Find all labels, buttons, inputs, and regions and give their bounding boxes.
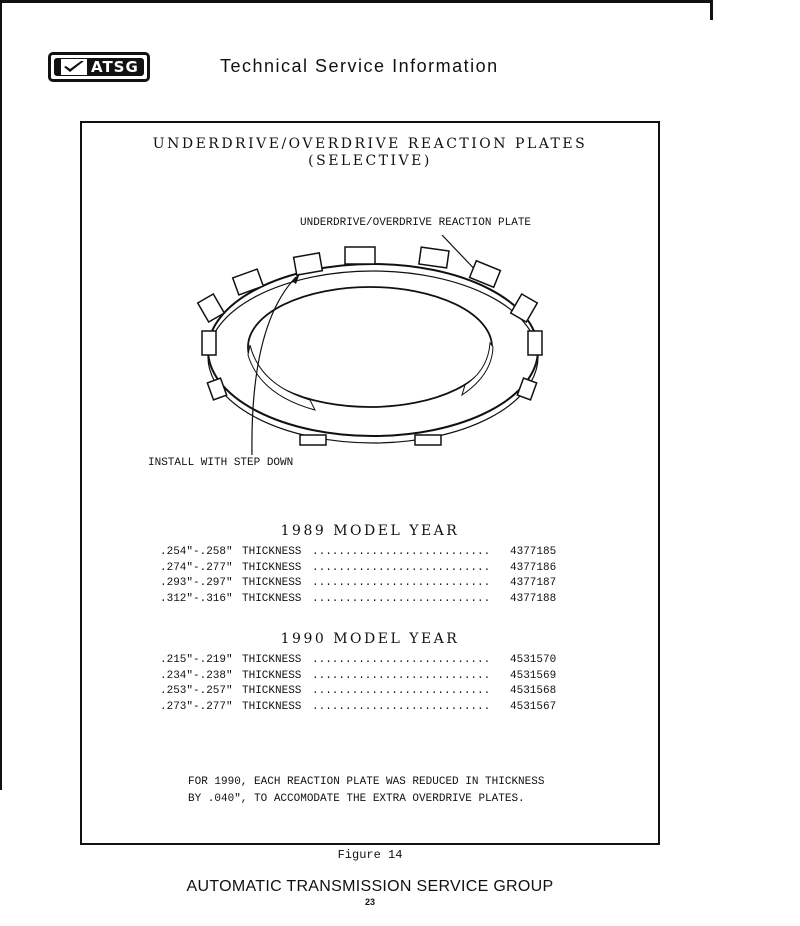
- figure-box: [80, 121, 660, 845]
- left-border-line: [0, 0, 2, 790]
- dot-leader: ...........................: [312, 593, 491, 605]
- table-row: [160, 685, 570, 697]
- page-number: 23: [364, 897, 375, 907]
- callout-install-step-down: INSTALL WITH STEP DOWN: [148, 457, 294, 469]
- table-row: [160, 562, 570, 574]
- top-right-border-tick: [710, 0, 713, 20]
- thickness-label: THICKNESS: [242, 670, 302, 682]
- thickness-range: .254"-.258": [160, 546, 233, 558]
- thickness-label: THICKNESS: [242, 685, 302, 697]
- thickness-range: .274"-.277": [160, 562, 233, 574]
- part-number: 4377186: [510, 562, 557, 574]
- model-year-1990-heading: 1990 MODEL YEAR: [280, 631, 460, 647]
- table-row: [160, 577, 570, 589]
- thickness-range: .273"-.277": [160, 701, 233, 713]
- table-row: [160, 701, 570, 713]
- reaction-plate-illustration: [110, 235, 550, 460]
- thickness-label: THICKNESS: [242, 701, 302, 713]
- thickness-label: THICKNESS: [242, 562, 302, 574]
- part-number: 4531569: [510, 670, 557, 682]
- part-number: 4531570: [510, 654, 557, 666]
- thickness-label: THICKNESS: [242, 593, 302, 605]
- table-row: [160, 670, 570, 682]
- dot-leader: ...........................: [312, 562, 491, 574]
- figure-caption: Figure 14: [337, 848, 403, 862]
- logo-text: ATSG: [91, 58, 139, 76]
- plate-tab: [528, 331, 542, 355]
- part-number: 4377188: [510, 593, 557, 605]
- thickness-range: .253"-.257": [160, 685, 233, 697]
- thickness-label: THICKNESS: [242, 654, 302, 666]
- part-number: 4377187: [510, 577, 557, 589]
- thickness-range: .215"-.219": [160, 654, 233, 666]
- checkmark-icon: [61, 59, 87, 75]
- plate-tab: [419, 247, 449, 268]
- note-line-2: BY .040", TO ACCOMODATE THE EXTRA OVERDRIVE PLATES.: [188, 793, 525, 805]
- dot-leader: ...........................: [312, 577, 491, 589]
- plate-tab: [294, 253, 323, 275]
- atsg-logo: [48, 52, 150, 82]
- thickness-range: .293"-.297": [160, 577, 233, 589]
- top-border-line: [0, 0, 712, 3]
- plate-tab: [345, 247, 375, 264]
- thickness-label: THICKNESS: [242, 546, 302, 558]
- table-row: [160, 654, 570, 666]
- thickness-range: .234"-.238": [160, 670, 233, 682]
- dot-leader: ...........................: [312, 685, 491, 697]
- footer-organization: AUTOMATIC TRANSMISSION SERVICE GROUP: [186, 878, 554, 895]
- figure-title-line-2: (SELECTIVE): [308, 153, 432, 169]
- table-row: [160, 546, 570, 558]
- callout-reaction-plate: UNDERDRIVE/OVERDRIVE REACTION PLATE: [300, 217, 532, 229]
- thickness-label: THICKNESS: [242, 577, 302, 589]
- figure-title-line-1: UNDERDRIVE/OVERDRIVE REACTION PLATES: [152, 136, 588, 152]
- part-number: 4377185: [510, 546, 557, 558]
- table-row: [160, 593, 570, 605]
- dot-leader: ...........................: [312, 701, 491, 713]
- plate-tab: [415, 435, 441, 445]
- note-line-1: FOR 1990, EACH REACTION PLATE WAS REDUCED IN THICKNESS: [188, 776, 545, 788]
- dot-leader: ...........................: [312, 670, 491, 682]
- plate-tab: [300, 435, 326, 445]
- header-title: Technical Service Information: [220, 56, 499, 76]
- thickness-range: .312"-.316": [160, 593, 233, 605]
- model-year-1989-heading: 1989 MODEL YEAR: [280, 523, 460, 539]
- plate-tab: [202, 331, 216, 355]
- part-number: 4531568: [510, 685, 557, 697]
- dot-leader: ...........................: [312, 546, 491, 558]
- part-number: 4531567: [510, 701, 557, 713]
- dot-leader: ...........................: [312, 654, 491, 666]
